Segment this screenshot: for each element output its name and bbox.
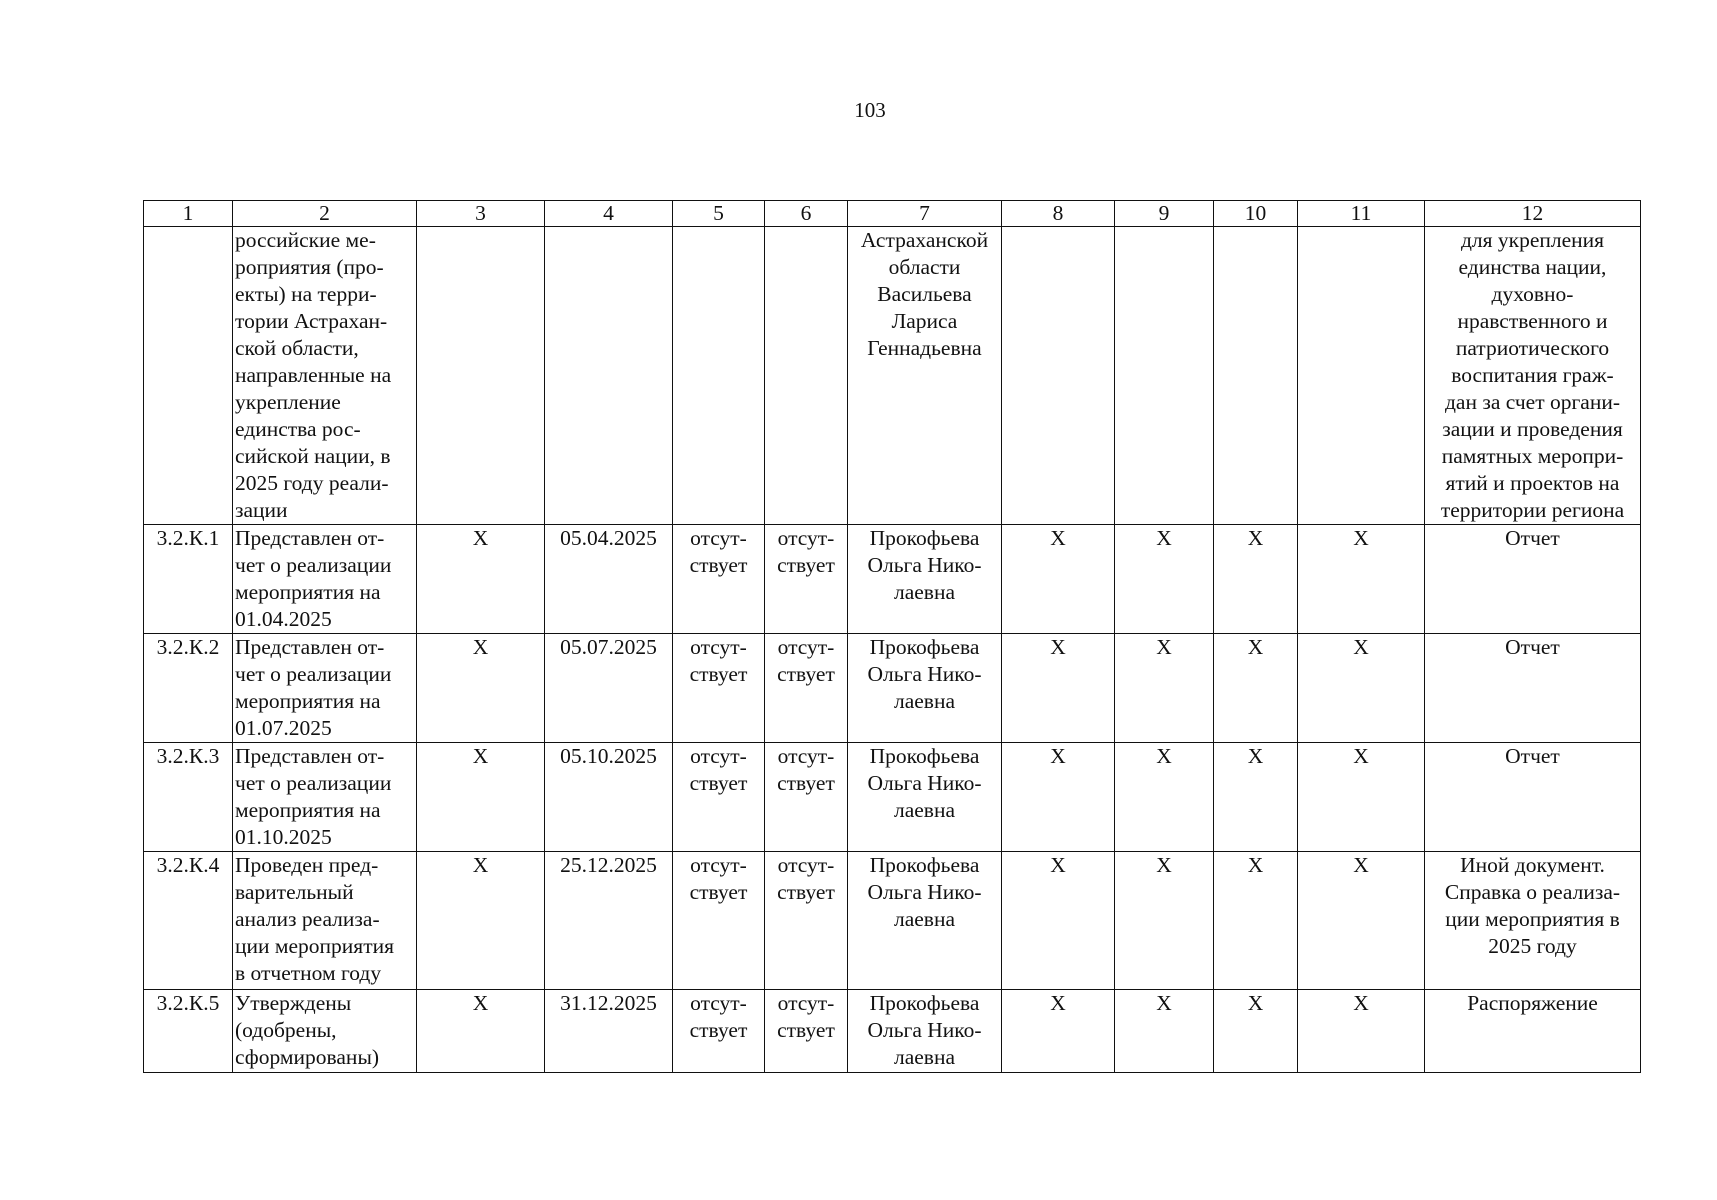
row-name: Представлен от- чет о реализации мероприятия на 01.07.2025 (233, 634, 417, 743)
activity-table (143, 200, 1641, 1073)
table-cell: X (1002, 743, 1115, 852)
table-cell: X (1214, 634, 1298, 743)
table-cell: X (1115, 525, 1214, 634)
column-header: 8 (1002, 201, 1115, 227)
table-row (144, 990, 1641, 1073)
table-cell: X (1002, 852, 1115, 990)
column-header: 11 (1298, 201, 1425, 227)
row-responsible: Прокофьева Ольга Нико- лаевна (848, 525, 1002, 634)
row-name: Представлен от- чет о реализации мероприятия на 01.04.2025 (233, 525, 417, 634)
table-row (144, 852, 1641, 990)
table-cell (1115, 227, 1214, 525)
table-cell: отсут- ствует (673, 743, 765, 852)
table-row (144, 525, 1641, 634)
table-cell: X (1002, 634, 1115, 743)
column-header: 6 (765, 201, 848, 227)
table-cell: отсут- ствует (673, 525, 765, 634)
table-cell: для укрепления единства нации, духовно- нравственного и патриотического воспитания граж- дан за счет органи- зации и проведения памятных меропри- ятий и проектов на территории региона (1425, 227, 1641, 525)
row-name: Проведен пред- варительный анализ реализа- ции мероприятия в отчетном году (233, 852, 417, 990)
row-date: 05.04.2025 (545, 525, 673, 634)
table-cell: X (1214, 525, 1298, 634)
table-cell: отсут- ствует (765, 525, 848, 634)
table-cell: отсут- ствует (673, 634, 765, 743)
header-row (144, 201, 1641, 227)
table-cell (417, 227, 545, 525)
table-cell: отсут- ствует (765, 990, 848, 1073)
table-cell: X (1214, 852, 1298, 990)
column-header: 2 (233, 201, 417, 227)
column-header: 12 (1425, 201, 1641, 227)
table-cell (1214, 227, 1298, 525)
table-cell: X (1298, 990, 1425, 1073)
table-cell: X (417, 990, 545, 1073)
table-cell: X (417, 525, 545, 634)
column-header: 4 (545, 201, 673, 227)
row-responsible: Прокофьева Ольга Нико- лаевна (848, 743, 1002, 852)
table-cell (144, 227, 233, 525)
table-cell: X (1298, 743, 1425, 852)
row-document: Отчет (1425, 525, 1641, 634)
table-cell: X (417, 743, 545, 852)
column-header: 10 (1214, 201, 1298, 227)
row-date: 05.10.2025 (545, 743, 673, 852)
row-number: 3.2.К.2 (144, 634, 233, 743)
table-cell: российские ме- роприятия (про- екты) на терри- тории Астрахан- ской области, направленные на укрепление единства рос- сийской нации, в 2025 году реали- зации (233, 227, 417, 525)
column-header: 3 (417, 201, 545, 227)
row-responsible: Прокофьева Ольга Нико- лаевна (848, 990, 1002, 1073)
table-cell: X (1298, 634, 1425, 743)
table-cell (1298, 227, 1425, 525)
table-row (144, 634, 1641, 743)
column-header: 1 (144, 201, 233, 227)
table-cell: отсут- ствует (765, 852, 848, 990)
table-cell: X (1115, 743, 1214, 852)
table-cell: X (1002, 990, 1115, 1073)
table-cell: X (1214, 990, 1298, 1073)
table-cell: Астраханской области Васильева Лариса Геннадьевна (848, 227, 1002, 525)
table-cell: X (1115, 634, 1214, 743)
table-cell (545, 227, 673, 525)
table-cell: X (1298, 852, 1425, 990)
row-document: Отчет (1425, 634, 1641, 743)
table-cell: X (1002, 525, 1115, 634)
page-number: 103 (854, 98, 886, 122)
table-cell: X (1115, 990, 1214, 1073)
row-name: Утверждены (одобрены, сформированы) (233, 990, 417, 1073)
table-cell (1002, 227, 1115, 525)
row-number: 3.2.К.4 (144, 852, 233, 990)
table-cell: отсут- ствует (765, 634, 848, 743)
table-cell: отсут- ствует (765, 743, 848, 852)
table-cell: X (1214, 743, 1298, 852)
table-cell (765, 227, 848, 525)
table-cell: отсут- ствует (673, 852, 765, 990)
row-number: 3.2.К.5 (144, 990, 233, 1073)
table-cell: X (417, 852, 545, 990)
table-row (144, 743, 1641, 852)
row-number: 3.2.К.3 (144, 743, 233, 852)
row-name: Представлен от- чет о реализации мероприятия на 01.10.2025 (233, 743, 417, 852)
row-number: 3.2.К.1 (144, 525, 233, 634)
row-responsible: Прокофьева Ольга Нико- лаевна (848, 852, 1002, 990)
table-cell (673, 227, 765, 525)
table-cell: X (1298, 525, 1425, 634)
row-date: 31.12.2025 (545, 990, 673, 1073)
column-header: 9 (1115, 201, 1214, 227)
continuation-row (144, 227, 1641, 525)
row-document: Распоряжение (1425, 990, 1641, 1073)
row-responsible: Прокофьева Ольга Нико- лаевна (848, 634, 1002, 743)
column-header: 5 (673, 201, 765, 227)
table-cell: отсут- ствует (673, 990, 765, 1073)
table-cell: X (1115, 852, 1214, 990)
row-date: 05.07.2025 (545, 634, 673, 743)
row-date: 25.12.2025 (545, 852, 673, 990)
row-document: Иной документ. Справка о реализа- ции мероприятия в 2025 году (1425, 852, 1641, 990)
table-cell: X (417, 634, 545, 743)
column-header: 7 (848, 201, 1002, 227)
row-document: Отчет (1425, 743, 1641, 852)
